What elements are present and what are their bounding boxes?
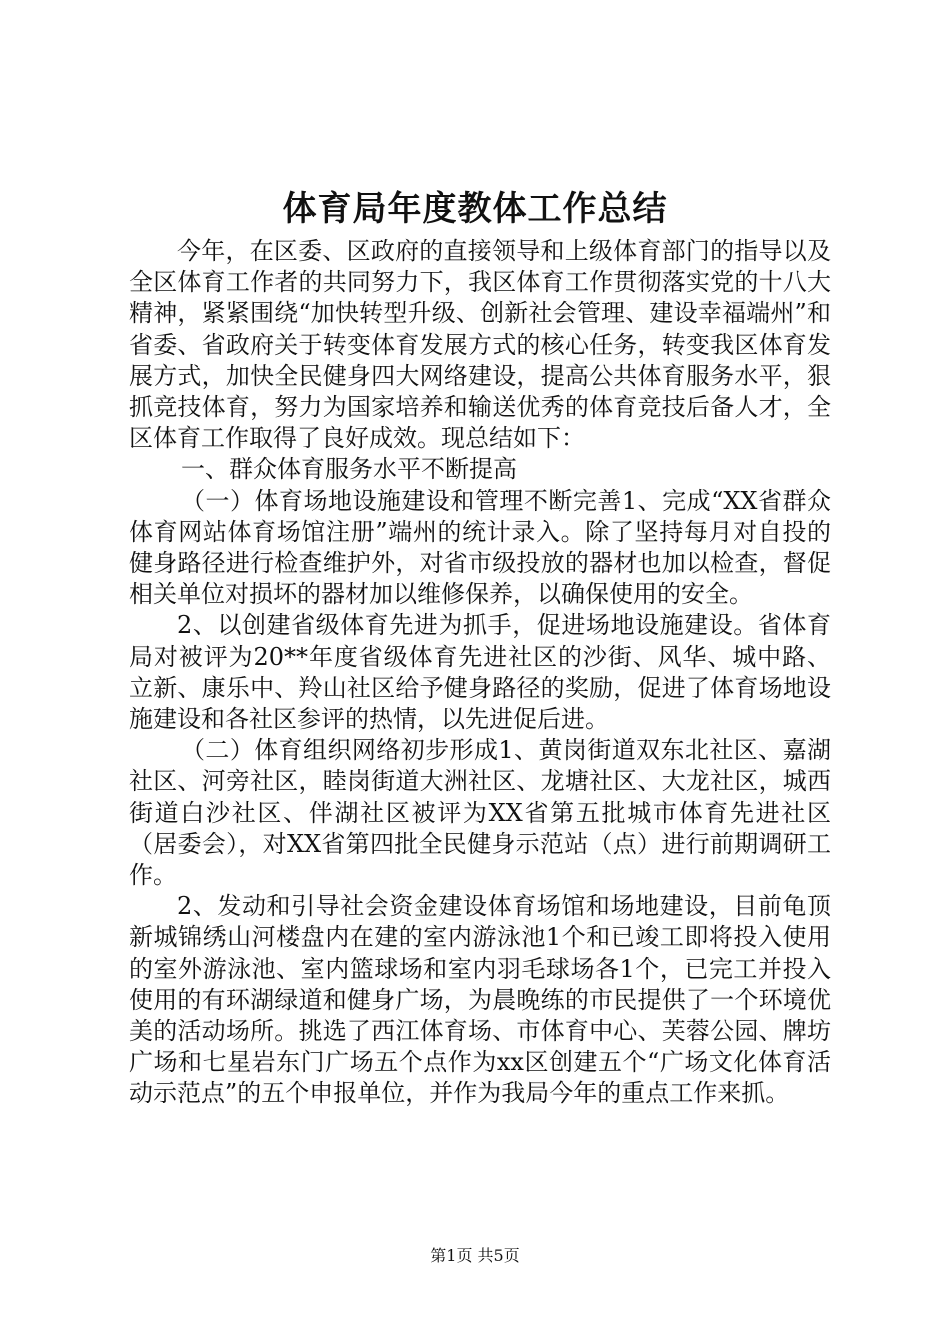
- paragraph-advanced-communities: 2、以创建省级体育先进为抓手，促进场地设施建设。省体育局对被评为20**年度省级体育先进社区的沙街、风华、城中路、立新、康乐中、羚山社区给予健身路径的奖励，促进了体育场地设施建设和各社区参评的热情，以先进促后进。: [129, 611, 831, 734]
- paragraph-intro: 今年，在区委、区政府的直接领导和上级体育部门的指导以及全区体育工作者的共同努力下，我区体育工作贯彻落实党的十八大精神，紧紧围绕“加快转型升级、创新社会管理、建设幸福端州”和省委、省政府关于转变体育发展方式的核心任务，转变我区体育发展方式，加快全民健身四大网络建设，提高公共体育服务水平，狠抓竞技体育，努力为国家培养和输送优秀的体育竞技后备人才，全区体育工作取得了良好成效。现总结如下：: [129, 237, 831, 453]
- paragraph-organization-network: （二）体育组织网络初步形成1、黄岗街道双东北社区、嘉湖社区、河旁社区，睦岗街道大洲社区、龙塘社区、大龙社区，城西街道白沙社区、伴湖社区被评为XX省第五批城市体育先进社区（居委会），对XX省第四批全民健身示范站（点）进行前期调研工作。: [129, 736, 831, 890]
- section-heading-1: 一、群众体育服务水平不断提高: [181, 455, 517, 484]
- paragraph-social-funding: 2、发动和引导社会资金建设体育场馆和场地建设，目前龟顶新城锦绣山河楼盘内在建的室内游泳池1个和已竣工即将投入使用的室外游泳池、室内篮球场和室内羽毛球场各1个，已完工并投入使用的有环湖绿道和健身广场，为晨晚练的市民提供了一个环境优美的活动场所。挑选了西江体育场、市体育中心、芙蓉公园、牌坊广场和七星岩东门广场五个点作为xx区创建五个“广场文化体育活动示范点”的五个申报单位，并作为我局今年的重点工作来抓。: [129, 892, 831, 1108]
- paragraph-facilities: （一）体育场地设施建设和管理不断完善1、完成“XX省群众体育网站体育场馆注册”端州的统计录入。除了坚持每月对自投的健身路径进行检查维护外，对省市级投放的器材也加以检查，督促相关单位对损坏的器材加以维修保养，以确保使用的安全。: [129, 486, 831, 609]
- page-number-footer: 第1页 共5页: [430, 1246, 520, 1265]
- document-title: 体育局年度教体工作总结: [282, 189, 668, 229]
- document-body: [129, 236, 831, 1110]
